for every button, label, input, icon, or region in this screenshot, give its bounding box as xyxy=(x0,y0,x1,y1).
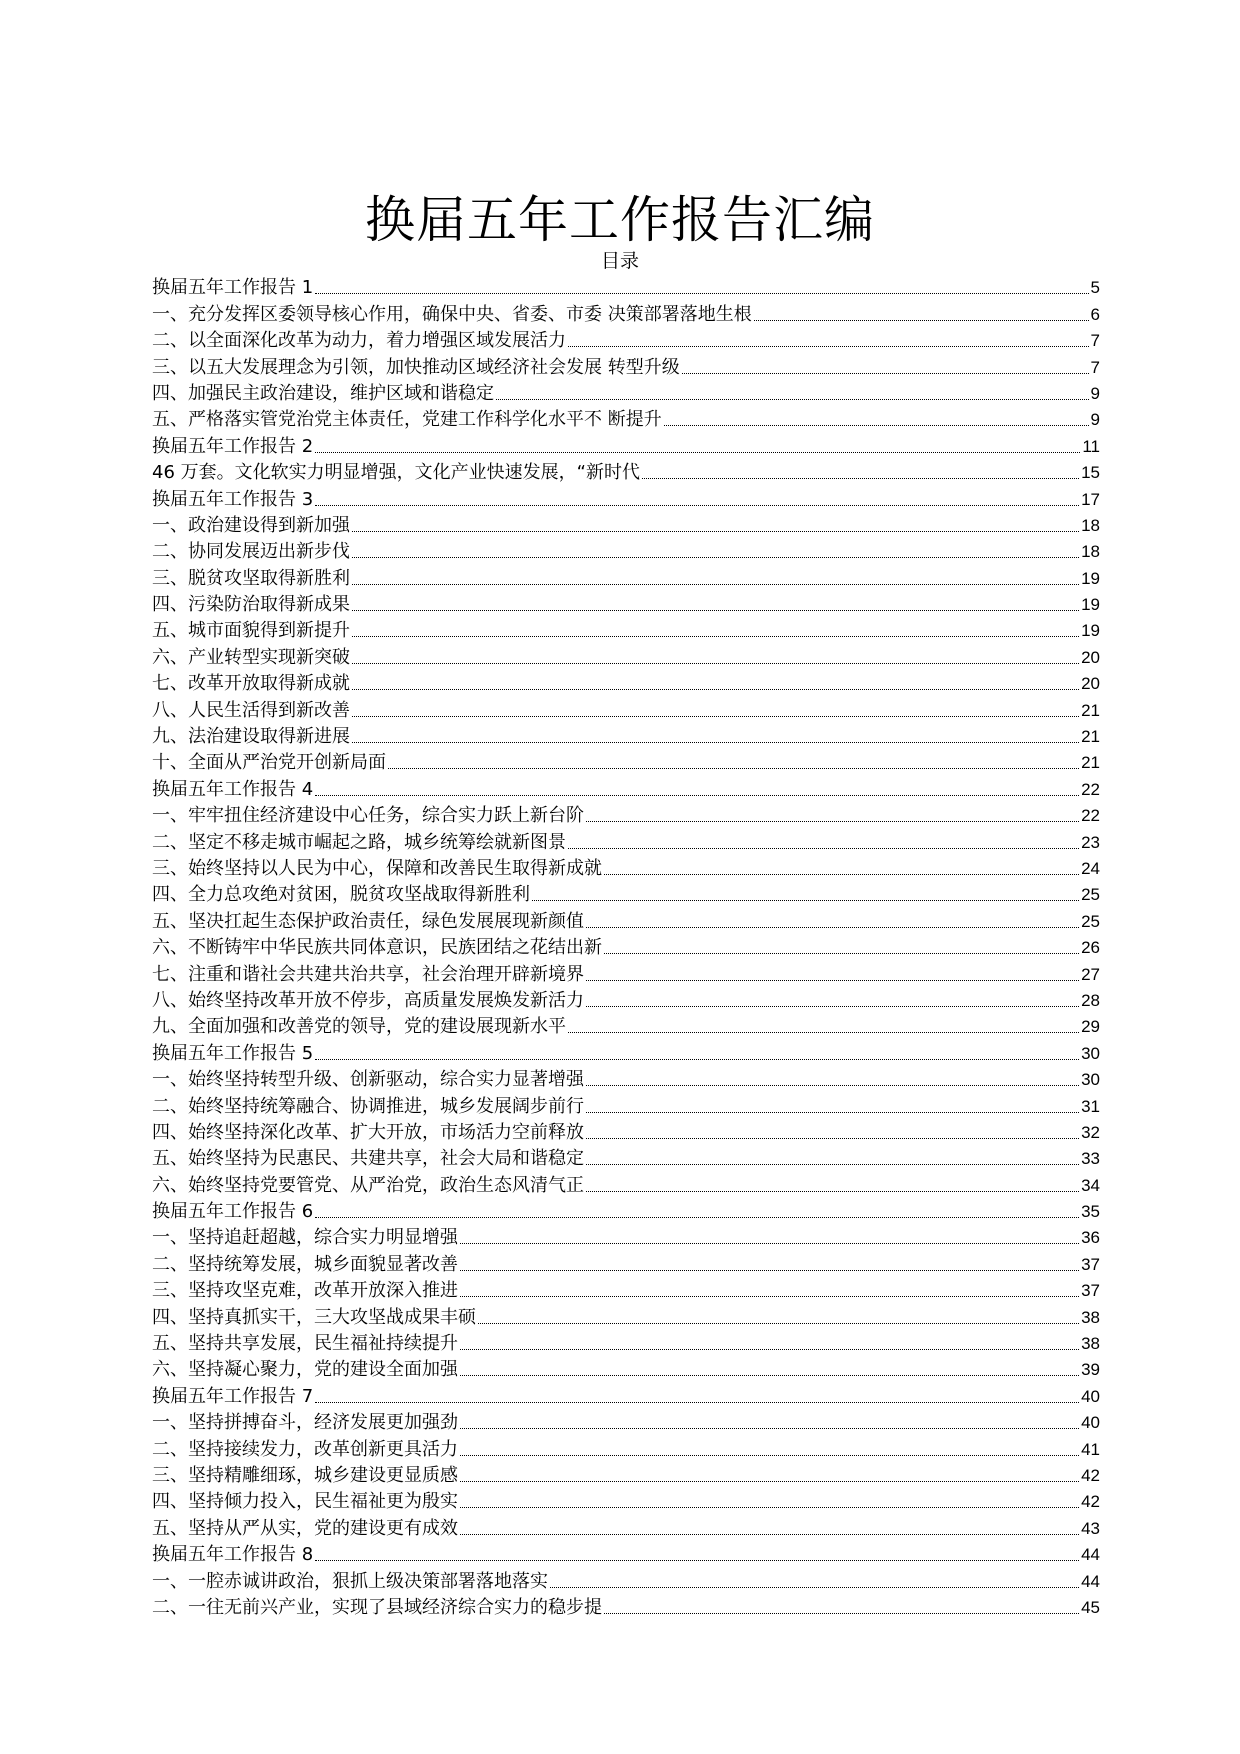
toc-entry-label: 八、人民生活得到新改善 xyxy=(152,699,350,721)
toc-entry-page-number: 35 xyxy=(1081,1202,1100,1222)
toc-entry-page-number: 45 xyxy=(1081,1597,1100,1617)
toc-entry[interactable] xyxy=(152,1092,1100,1118)
toc-entry-label: 六、始终坚持党要管党、从严治党，政治生态风清气正 xyxy=(152,1174,584,1196)
toc-entry-label: 四、坚持真抓实干，三大攻坚战成果丰硕 xyxy=(152,1306,476,1328)
toc-entry-page-number: 21 xyxy=(1081,700,1100,720)
toc-entry-label: 九、全面加强和改善党的领导，党的建设展现新水平 xyxy=(152,1016,566,1038)
toc-dot-leader xyxy=(315,293,1088,294)
toc-entry[interactable] xyxy=(152,828,1100,854)
toc-dot-leader xyxy=(460,1243,1079,1244)
toc-dot-leader xyxy=(550,1587,1079,1588)
toc-entry-label: 七、注重和谐社会共建共治共享，社会治理开辟新境界 xyxy=(152,963,584,985)
toc-entry[interactable] xyxy=(152,775,1100,801)
toc-entry-page-number: 20 xyxy=(1081,674,1100,694)
toc-dot-leader xyxy=(754,320,1089,321)
toc-entry-page-number: 21 xyxy=(1081,727,1100,747)
toc-entry-label: 七、改革开放取得新成就 xyxy=(152,673,350,695)
toc-entry-page-number: 32 xyxy=(1081,1122,1100,1142)
toc-entry[interactable] xyxy=(152,1462,1100,1488)
toc-dot-leader xyxy=(586,1006,1079,1007)
toc-dot-leader xyxy=(315,1059,1079,1060)
toc-entry[interactable] xyxy=(152,960,1100,986)
toc-entry-page-number: 20 xyxy=(1081,647,1100,667)
toc-entry-label: 换届五年工作报告 7 xyxy=(152,1385,314,1407)
toc-entry[interactable] xyxy=(152,406,1100,432)
toc-entry[interactable] xyxy=(152,1198,1100,1224)
toc-entry-page-number: 22 xyxy=(1081,806,1100,826)
toc-entry[interactable] xyxy=(152,432,1100,458)
toc-entry-label: 二、始终坚持统筹融合、协调推进，城乡发展阔步前行 xyxy=(152,1095,584,1117)
toc-entry-label: 二、协同发展迈出新步伐 xyxy=(152,541,350,563)
toc-entry-label: 三、始终坚持以人民为中心，保障和改善民生取得新成就 xyxy=(152,857,602,879)
toc-entry[interactable] xyxy=(152,459,1100,485)
toc-entry-label: 二、一往无前兴产业，实现了县域经济综合实力的稳步提 xyxy=(152,1596,602,1618)
toc-entry-label: 一、始终坚持转型升级、创新驱动，综合实力显著增强 xyxy=(152,1069,584,1091)
toc-entry-label: 换届五年工作报告 6 xyxy=(152,1201,314,1223)
toc-entry-label: 换届五年工作报告 1 xyxy=(152,277,314,299)
toc-entry-label: 三、脱贫攻坚取得新胜利 xyxy=(152,567,350,589)
toc-entry[interactable] xyxy=(152,512,1100,538)
toc-entry[interactable] xyxy=(152,907,1100,933)
toc-entry-label: 四、加强民主政治建设，维护区域和谐稳定 xyxy=(152,382,494,404)
toc-entry[interactable] xyxy=(152,1066,1100,1092)
toc-dot-leader xyxy=(352,716,1079,717)
toc-entry[interactable] xyxy=(152,1356,1100,1382)
toc-entry[interactable] xyxy=(152,1541,1100,1567)
toc-entry[interactable] xyxy=(152,723,1100,749)
toc-dot-leader xyxy=(586,1164,1079,1165)
toc-entry-page-number: 11 xyxy=(1082,436,1100,456)
toc-dot-leader xyxy=(604,874,1079,875)
toc-entry-label: 一、坚持拼搏奋斗，经济发展更加强劲 xyxy=(152,1412,458,1434)
toc-entry-label: 五、城市面貌得到新提升 xyxy=(152,620,350,642)
toc-dot-leader xyxy=(460,1349,1079,1350)
toc-entry-label: 四、坚持倾力投入，民生福祉更为殷实 xyxy=(152,1491,458,1513)
toc-entry-label: 六、产业转型实现新突破 xyxy=(152,646,350,668)
toc-entry-label: 一、牢牢扭住经济建设中心任务，综合实力跃上新台阶 xyxy=(152,805,584,827)
toc-entry[interactable] xyxy=(152,855,1100,881)
toc-dot-leader xyxy=(315,1402,1079,1403)
toc-entry-page-number: 18 xyxy=(1081,542,1100,562)
toc-dot-leader xyxy=(586,1112,1079,1113)
toc-entry-page-number: 27 xyxy=(1081,964,1100,984)
toc-entry[interactable] xyxy=(152,591,1100,617)
toc-entry-page-number: 26 xyxy=(1081,938,1100,958)
toc-entry-label: 四、始终坚持深化改革、扩大开放，市场活力空前释放 xyxy=(152,1121,584,1143)
toc-entry-page-number: 19 xyxy=(1081,568,1100,588)
toc-entry[interactable] xyxy=(152,1409,1100,1435)
toc-entry-page-number: 28 xyxy=(1081,990,1100,1010)
toc-entry-page-number: 30 xyxy=(1081,1043,1100,1063)
toc-entry-label: 换届五年工作报告 3 xyxy=(152,488,314,510)
toc-entry[interactable] xyxy=(152,485,1100,511)
toc-entry-page-number: 42 xyxy=(1081,1465,1100,1485)
toc-entry[interactable] xyxy=(152,696,1100,722)
toc-dot-leader xyxy=(315,452,1080,453)
toc-entry[interactable] xyxy=(152,1224,1100,1250)
toc-entry-page-number: 39 xyxy=(1081,1360,1100,1380)
toc-entry-page-number: 43 xyxy=(1081,1518,1100,1538)
toc-entry[interactable] xyxy=(152,1145,1100,1171)
toc-entry-page-number: 36 xyxy=(1081,1228,1100,1248)
toc-entry-page-number: 44 xyxy=(1081,1545,1100,1565)
toc-entry-label: 五、始终坚持为民惠民、共建共享，社会大局和谐稳定 xyxy=(152,1148,584,1170)
toc-entry-label: 换届五年工作报告 5 xyxy=(152,1042,314,1064)
toc-entry-page-number: 31 xyxy=(1081,1096,1100,1116)
toc-entry[interactable] xyxy=(152,564,1100,590)
toc-entry-page-number: 19 xyxy=(1081,621,1100,641)
document-title: 换届五年工作报告汇编 xyxy=(365,191,875,249)
toc-dot-leader xyxy=(352,584,1079,585)
table-of-contents xyxy=(152,274,1100,1620)
toc-entry-page-number: 33 xyxy=(1081,1149,1100,1169)
toc-entry-page-number: 23 xyxy=(1081,832,1100,852)
toc-entry-label: 一、一腔赤诚讲政治，狠抓上级决策部署落地落实 xyxy=(152,1570,548,1592)
toc-dot-leader xyxy=(315,1560,1079,1561)
toc-entry-label: 三、坚持精雕细琢，城乡建设更显质感 xyxy=(152,1464,458,1486)
toc-entry-page-number: 41 xyxy=(1081,1439,1100,1459)
toc-entry-label: 五、严格落实管党治党主体责任，党建工作科学化水平不 断提升 xyxy=(152,409,662,431)
toc-entry[interactable] xyxy=(152,1488,1100,1514)
toc-entry-page-number: 37 xyxy=(1081,1254,1100,1274)
toc-dot-leader xyxy=(460,1270,1079,1271)
toc-entry-label: 二、以全面深化改革为动力，着力增强区域发展活力 xyxy=(152,330,566,352)
toc-dot-leader xyxy=(604,953,1079,954)
toc-entry-label: 九、法治建设取得新进展 xyxy=(152,726,350,748)
toc-dot-leader xyxy=(352,636,1079,637)
toc-entry[interactable] xyxy=(152,934,1100,960)
toc-dot-leader xyxy=(352,689,1079,690)
toc-entry-label: 五、坚持从严从实，党的建设更有成效 xyxy=(152,1517,458,1539)
toc-dot-leader xyxy=(460,1296,1079,1297)
toc-dot-leader xyxy=(460,1481,1079,1482)
toc-entry-page-number: 34 xyxy=(1081,1175,1100,1195)
toc-entry-page-number: 21 xyxy=(1081,753,1100,773)
toc-entry-label: 八、始终坚持改革开放不停步，高质量发展焕发新活力 xyxy=(152,989,584,1011)
toc-entry[interactable] xyxy=(152,1250,1100,1276)
toc-entry-page-number: 7 xyxy=(1090,357,1100,377)
toc-entry-label: 三、坚持攻坚克难，改革开放深入推进 xyxy=(152,1280,458,1302)
toc-dot-leader xyxy=(352,663,1079,664)
toc-entry-page-number: 37 xyxy=(1081,1281,1100,1301)
toc-dot-leader xyxy=(460,1375,1079,1376)
toc-entry[interactable] xyxy=(152,1594,1100,1620)
toc-dot-leader xyxy=(460,1534,1079,1535)
toc-entry-label: 三、以五大发展理念为引领，加快推动区域经济社会发展 转型升级 xyxy=(152,356,680,378)
toc-entry-label: 六、坚持凝心聚力，党的建设全面加强 xyxy=(152,1359,458,1381)
toc-dot-leader xyxy=(460,1455,1079,1456)
toc-entry[interactable] xyxy=(152,987,1100,1013)
toc-entry-page-number: 25 xyxy=(1081,885,1100,905)
toc-entry-page-number: 40 xyxy=(1081,1413,1100,1433)
toc-dot-leader xyxy=(460,1428,1079,1429)
toc-dot-leader xyxy=(586,1085,1079,1086)
toc-dot-leader xyxy=(352,610,1079,611)
toc-dot-leader xyxy=(682,373,1089,374)
toc-entry[interactable] xyxy=(152,749,1100,775)
toc-entry[interactable] xyxy=(152,1382,1100,1408)
toc-entry[interactable] xyxy=(152,353,1100,379)
toc-entry-label: 46 万套。文化软实力明显增强，文化产业快速发展，“新时代 xyxy=(152,462,640,484)
toc-dot-leader xyxy=(315,505,1079,506)
toc-entry-label: 二、坚定不移走城市崛起之路，城乡统筹绘就新图景 xyxy=(152,831,566,853)
toc-entry[interactable] xyxy=(152,274,1100,300)
toc-dot-leader xyxy=(496,399,1089,400)
toc-entry[interactable] xyxy=(152,1119,1100,1145)
toc-dot-leader xyxy=(352,742,1079,743)
toc-entry[interactable] xyxy=(152,1039,1100,1065)
toc-dot-leader xyxy=(388,768,1079,769)
toc-entry[interactable] xyxy=(152,1514,1100,1540)
toc-dot-leader xyxy=(315,795,1079,796)
toc-entry-label: 换届五年工作报告 2 xyxy=(152,435,314,457)
toc-entry[interactable] xyxy=(152,617,1100,643)
toc-dot-leader xyxy=(568,848,1079,849)
toc-entry[interactable] xyxy=(152,1013,1100,1039)
toc-entry[interactable] xyxy=(152,802,1100,828)
toc-entry-page-number: 22 xyxy=(1081,779,1100,799)
toc-entry-label: 十、全面从严治党开创新局面 xyxy=(152,752,386,774)
toc-entry-page-number: 25 xyxy=(1081,911,1100,931)
toc-entry-label: 换届五年工作报告 8 xyxy=(152,1544,314,1566)
toc-dot-leader xyxy=(352,531,1079,532)
toc-entry-label: 四、全力总攻绝对贫困，脱贫攻坚战取得新胜利 xyxy=(152,884,530,906)
toc-dot-leader xyxy=(586,1191,1079,1192)
toc-entry-label: 二、坚持统筹发展，城乡面貌显著改善 xyxy=(152,1253,458,1275)
toc-entry-page-number: 30 xyxy=(1081,1070,1100,1090)
toc-entry-page-number: 44 xyxy=(1081,1571,1100,1591)
toc-entry-label: 一、政治建设得到新加强 xyxy=(152,514,350,536)
toc-entry-label: 六、不断铸牢中华民族共同体意识，民族团结之花结出新 xyxy=(152,937,602,959)
toc-entry-page-number: 6 xyxy=(1090,304,1100,324)
toc-entry[interactable] xyxy=(152,881,1100,907)
toc-entry[interactable] xyxy=(152,1171,1100,1197)
toc-entry-label: 二、坚持接续发力，改革创新更具活力 xyxy=(152,1438,458,1460)
toc-entry-page-number: 42 xyxy=(1081,1492,1100,1512)
toc-entry-label: 一、坚持追赶超越，综合实力明显增强 xyxy=(152,1227,458,1249)
toc-entry-page-number: 5 xyxy=(1090,278,1100,298)
toc-entry-page-number: 18 xyxy=(1081,515,1100,535)
toc-dot-leader xyxy=(568,346,1089,347)
toc-dot-leader xyxy=(664,425,1089,426)
toc-dot-leader xyxy=(352,557,1079,558)
toc-entry[interactable] xyxy=(152,327,1100,353)
toc-entry-page-number: 9 xyxy=(1090,383,1100,403)
toc-dot-leader xyxy=(460,1507,1079,1508)
toc-dot-leader xyxy=(478,1323,1079,1324)
toc-dot-leader xyxy=(532,900,1079,901)
toc-dot-leader xyxy=(315,1217,1079,1218)
toc-entry-page-number: 38 xyxy=(1081,1307,1100,1327)
toc-entry-label: 换届五年工作报告 4 xyxy=(152,778,314,800)
toc-entry-label: 五、坚持共享发展，民生福祉持续提升 xyxy=(152,1333,458,1355)
toc-entry-page-number: 19 xyxy=(1081,595,1100,615)
toc-entry[interactable] xyxy=(152,670,1100,696)
toc-entry-label: 五、坚决扛起生态保护政治责任，绿色发展展现新颜值 xyxy=(152,910,584,932)
toc-dot-leader xyxy=(586,821,1079,822)
toc-entry[interactable] xyxy=(152,1277,1100,1303)
toc-dot-leader xyxy=(604,1613,1079,1614)
toc-entry[interactable] xyxy=(152,1567,1100,1593)
toc-entry-page-number: 15 xyxy=(1081,463,1100,483)
toc-entry[interactable] xyxy=(152,538,1100,564)
toc-entry-page-number: 9 xyxy=(1090,410,1100,430)
toc-entry[interactable] xyxy=(152,643,1100,669)
toc-entry[interactable] xyxy=(152,1303,1100,1329)
toc-entry[interactable] xyxy=(152,300,1100,326)
toc-entry[interactable] xyxy=(152,1435,1100,1461)
toc-entry-page-number: 7 xyxy=(1090,331,1100,351)
toc-entry-label: 一、充分发挥区委领导核心作用，确保中央、省委、市委 决策部署落地生根 xyxy=(152,303,752,325)
toc-entry-label: 四、污染防治取得新成果 xyxy=(152,594,350,616)
toc-dot-leader xyxy=(586,1138,1079,1139)
toc-dot-leader xyxy=(642,478,1079,479)
toc-entry-page-number: 40 xyxy=(1081,1386,1100,1406)
toc-dot-leader xyxy=(586,927,1079,928)
toc-entry[interactable] xyxy=(152,1330,1100,1356)
toc-entry-page-number: 38 xyxy=(1081,1334,1100,1354)
toc-entry-page-number: 29 xyxy=(1081,1017,1100,1037)
toc-entry-page-number: 24 xyxy=(1081,858,1100,878)
toc-dot-leader xyxy=(568,1032,1079,1033)
toc-heading: 目录 xyxy=(600,250,639,272)
toc-entry[interactable] xyxy=(152,380,1100,406)
toc-entry-page-number: 17 xyxy=(1081,489,1100,509)
toc-dot-leader xyxy=(586,980,1079,981)
